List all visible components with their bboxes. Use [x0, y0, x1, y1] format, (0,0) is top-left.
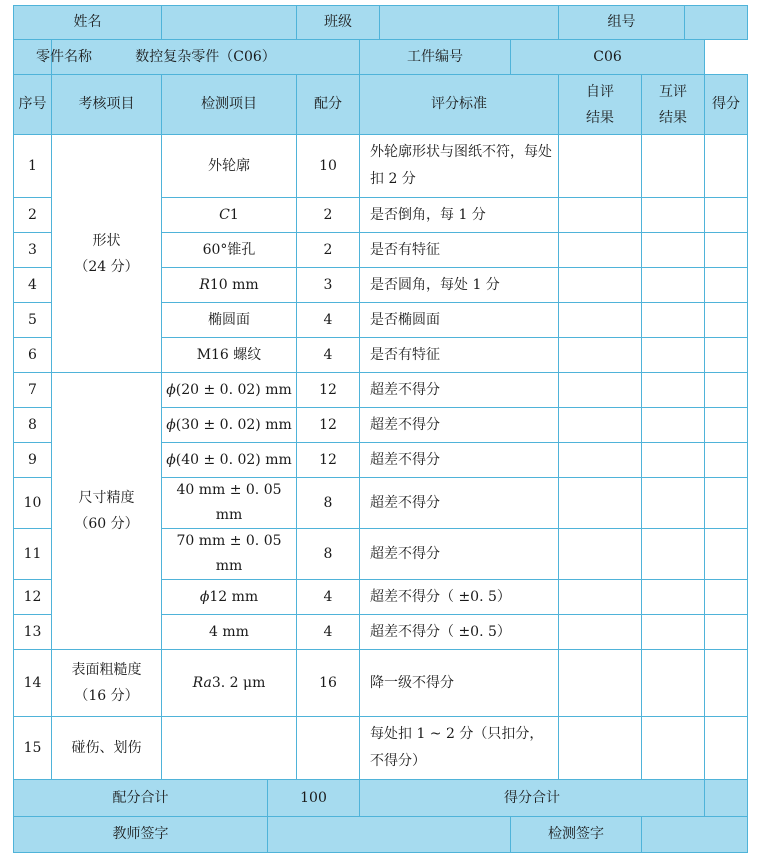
total-points-label: 配分合计: [14, 780, 268, 817]
score-cell[interactable]: [705, 615, 748, 650]
row-check: 60°锥孔: [162, 233, 297, 268]
self-result-cell[interactable]: [559, 268, 642, 303]
row-no: 8: [14, 408, 52, 443]
row-criteria: 超差不得分: [360, 529, 559, 580]
row-check-rest: 1: [229, 206, 239, 223]
row-check: [162, 198, 297, 233]
row-criteria: 降一级不得分: [360, 650, 559, 717]
col-check: 检测项目: [162, 75, 297, 135]
row-check-symbol: ϕ: [166, 416, 176, 433]
inspect-sign-field[interactable]: [642, 817, 748, 853]
row-criteria: 超差不得分: [360, 443, 559, 478]
table-row: [14, 650, 748, 717]
group-damage: 碰伤、划伤: [52, 717, 162, 780]
group-shape-line1: 形状: [92, 232, 121, 249]
row-points: 3: [297, 268, 360, 303]
row-criteria: 是否椭圆面: [360, 303, 559, 338]
row-check: 40 mm ± 0. 05 mm: [162, 478, 297, 529]
peer-result-cell[interactable]: [642, 650, 705, 717]
row-check: 70 mm ± 0. 05 mm: [162, 529, 297, 580]
row-no: 10: [14, 478, 52, 529]
score-cell[interactable]: [705, 717, 748, 780]
row-points: 8: [297, 529, 360, 580]
table-row: [14, 373, 748, 408]
self-result-cell[interactable]: [559, 135, 642, 198]
col-self-line2: 结果: [586, 109, 614, 126]
peer-result-cell[interactable]: [642, 373, 705, 408]
row-check-rest: (20 ± 0. 02) mm: [175, 381, 292, 398]
row-check: [162, 717, 297, 780]
col-peer-line2: 结果: [659, 109, 687, 126]
row-criteria: 超差不得分（ ±0. 5）: [360, 615, 559, 650]
group-roughness: [52, 650, 162, 717]
score-cell[interactable]: [705, 198, 748, 233]
row-check: [162, 373, 297, 408]
self-result-cell[interactable]: [559, 303, 642, 338]
row-check-rest: 10 mm: [209, 276, 259, 293]
row-check: 椭圆面: [162, 303, 297, 338]
row-no: 7: [14, 373, 52, 408]
row-check: 外轮廓: [162, 135, 297, 198]
row-criteria: 超差不得分: [360, 408, 559, 443]
class-label: 班级: [297, 6, 380, 40]
group-field[interactable]: [685, 6, 748, 40]
score-cell[interactable]: [705, 580, 748, 615]
col-self: [559, 75, 642, 135]
peer-result-cell[interactable]: [642, 529, 705, 580]
row-check: [162, 580, 297, 615]
row-criteria: 是否圆角，每处 1 分: [360, 268, 559, 303]
total-score-field[interactable]: [705, 780, 748, 817]
row-points: 2: [297, 233, 360, 268]
row-criteria: 超差不得分: [360, 478, 559, 529]
score-cell[interactable]: [705, 443, 748, 478]
row-no: 14: [14, 650, 52, 717]
self-result-cell[interactable]: [559, 650, 642, 717]
row-no: 1: [14, 135, 52, 198]
self-result-cell[interactable]: [559, 443, 642, 478]
row-check-rest: (40 ± 0. 02) mm: [175, 451, 292, 468]
col-no: 序号: [14, 75, 52, 135]
peer-result-cell[interactable]: [642, 233, 705, 268]
peer-result-cell[interactable]: [642, 580, 705, 615]
row-check-rest: 12 mm: [209, 588, 259, 605]
signature-row: [14, 817, 748, 853]
peer-result-cell[interactable]: [642, 268, 705, 303]
col-criteria: 评分标准: [360, 75, 559, 135]
workpiece-no-value: C06: [511, 40, 705, 75]
total-points-value: 100: [268, 780, 360, 817]
row-points: 4: [297, 338, 360, 373]
total-score-label: 得分合计: [360, 780, 705, 817]
col-self-line1: 自评: [586, 83, 614, 100]
peer-result-cell[interactable]: [642, 717, 705, 780]
self-result-cell[interactable]: [559, 529, 642, 580]
score-cell[interactable]: [705, 303, 748, 338]
row-no: 15: [14, 717, 52, 780]
row-criteria: 是否有特征: [360, 233, 559, 268]
row-check-symbol: ϕ: [166, 381, 176, 398]
scoring-table: [13, 5, 748, 853]
self-result-cell[interactable]: [559, 408, 642, 443]
group-dimension: [52, 373, 162, 650]
self-result-cell[interactable]: [559, 478, 642, 529]
self-result-cell[interactable]: [559, 233, 642, 268]
col-peer: [642, 75, 705, 135]
score-cell[interactable]: [705, 268, 748, 303]
row-no: 11: [14, 529, 52, 580]
self-result-cell[interactable]: [559, 717, 642, 780]
row-check-symbol: ϕ: [166, 451, 176, 468]
row-criteria: 超差不得分（ ±0. 5）: [360, 580, 559, 615]
col-points: 配分: [297, 75, 360, 135]
row-points: 8: [297, 478, 360, 529]
class-field[interactable]: [380, 6, 559, 40]
row-no: 5: [14, 303, 52, 338]
score-cell[interactable]: [705, 650, 748, 717]
row-no: 12: [14, 580, 52, 615]
row-check: [162, 650, 297, 717]
score-cell[interactable]: [705, 373, 748, 408]
row-points: 4: [297, 580, 360, 615]
col-score: 得分: [705, 75, 748, 135]
self-result-cell[interactable]: [559, 373, 642, 408]
row-points: 12: [297, 443, 360, 478]
row-criteria: 外轮廓形状与图纸不符，每处扣 2 分: [360, 135, 559, 198]
group-dimension-line2: （60 分）: [74, 516, 139, 532]
self-result-cell[interactable]: [559, 615, 642, 650]
info-row-1: [14, 6, 748, 40]
part-name-value: 数控复杂零件（C06）: [52, 40, 360, 75]
row-check-symbol: Ra: [192, 674, 212, 691]
row-no: 3: [14, 233, 52, 268]
name-field[interactable]: [162, 6, 297, 40]
score-cell[interactable]: [705, 529, 748, 580]
row-points: 10: [297, 135, 360, 198]
row-no: 2: [14, 198, 52, 233]
row-check: [162, 443, 297, 478]
score-cell[interactable]: [705, 233, 748, 268]
peer-result-cell[interactable]: [642, 408, 705, 443]
row-check: [162, 408, 297, 443]
row-no: 13: [14, 615, 52, 650]
row-points: 2: [297, 198, 360, 233]
score-cell[interactable]: [705, 408, 748, 443]
info-row-2: [14, 40, 748, 75]
row-no: 6: [14, 338, 52, 373]
self-result-cell[interactable]: [559, 198, 642, 233]
peer-result-cell[interactable]: [642, 303, 705, 338]
peer-result-cell[interactable]: [642, 198, 705, 233]
self-result-cell[interactable]: [559, 580, 642, 615]
group-label: 组号: [559, 6, 685, 40]
row-points: 4: [297, 615, 360, 650]
table-row: [14, 135, 748, 198]
row-check-rest: (30 ± 0. 02) mm: [175, 416, 292, 433]
teacher-sign-label: 教师签字: [14, 817, 268, 853]
group-shape-line2: （24 分）: [74, 258, 139, 275]
totals-row: [14, 780, 748, 817]
score-cell[interactable]: [705, 478, 748, 529]
inspect-sign-label: 检测签字: [511, 817, 642, 853]
row-criteria: 超差不得分: [360, 373, 559, 408]
row-points: 12: [297, 408, 360, 443]
row-check: [162, 268, 297, 303]
row-criteria: 每处扣 1 ~ 2 分（只扣分，不得分）: [360, 717, 559, 780]
row-points: 16: [297, 650, 360, 717]
part-name-label-text: 零件名称: [36, 48, 92, 65]
row-check-symbol: C: [219, 206, 230, 223]
row-check: M16 螺纹: [162, 338, 297, 373]
score-cell[interactable]: [705, 135, 748, 198]
workpiece-no-label: 工件编号: [360, 40, 511, 75]
group-dimension-line1: 尺寸精度: [78, 490, 135, 506]
table-row: [14, 717, 748, 780]
col-item: 考核项目: [52, 75, 162, 135]
teacher-sign-field[interactable]: [268, 817, 511, 853]
peer-result-cell[interactable]: [642, 338, 705, 373]
row-check-symbol: ϕ: [199, 588, 210, 605]
peer-result-cell[interactable]: [642, 135, 705, 198]
row-no: 9: [14, 443, 52, 478]
row-points: 4: [297, 303, 360, 338]
row-points: 12: [297, 373, 360, 408]
part-name-label: [14, 40, 92, 75]
row-no: 4: [14, 268, 52, 303]
peer-result-cell[interactable]: [642, 478, 705, 529]
group-shape: [52, 135, 162, 373]
row-criteria: 是否有特征: [360, 338, 559, 373]
row-check-symbol: R: [199, 276, 210, 293]
row-check: 4 mm: [162, 615, 297, 650]
col-peer-line1: 互评: [659, 83, 687, 100]
name-label: 姓名: [14, 6, 162, 40]
self-result-cell[interactable]: [559, 338, 642, 373]
group-roughness-line1: 表面粗糙度: [71, 662, 142, 678]
column-header-row: [14, 75, 748, 135]
row-points: [297, 717, 360, 780]
row-criteria: 是否倒角，每 1 分: [360, 198, 559, 233]
score-cell[interactable]: [705, 338, 748, 373]
peer-result-cell[interactable]: [642, 615, 705, 650]
row-check-rest: 3. 2 μm: [211, 674, 266, 691]
peer-result-cell[interactable]: [642, 443, 705, 478]
group-roughness-line2: （16 分）: [74, 688, 139, 704]
